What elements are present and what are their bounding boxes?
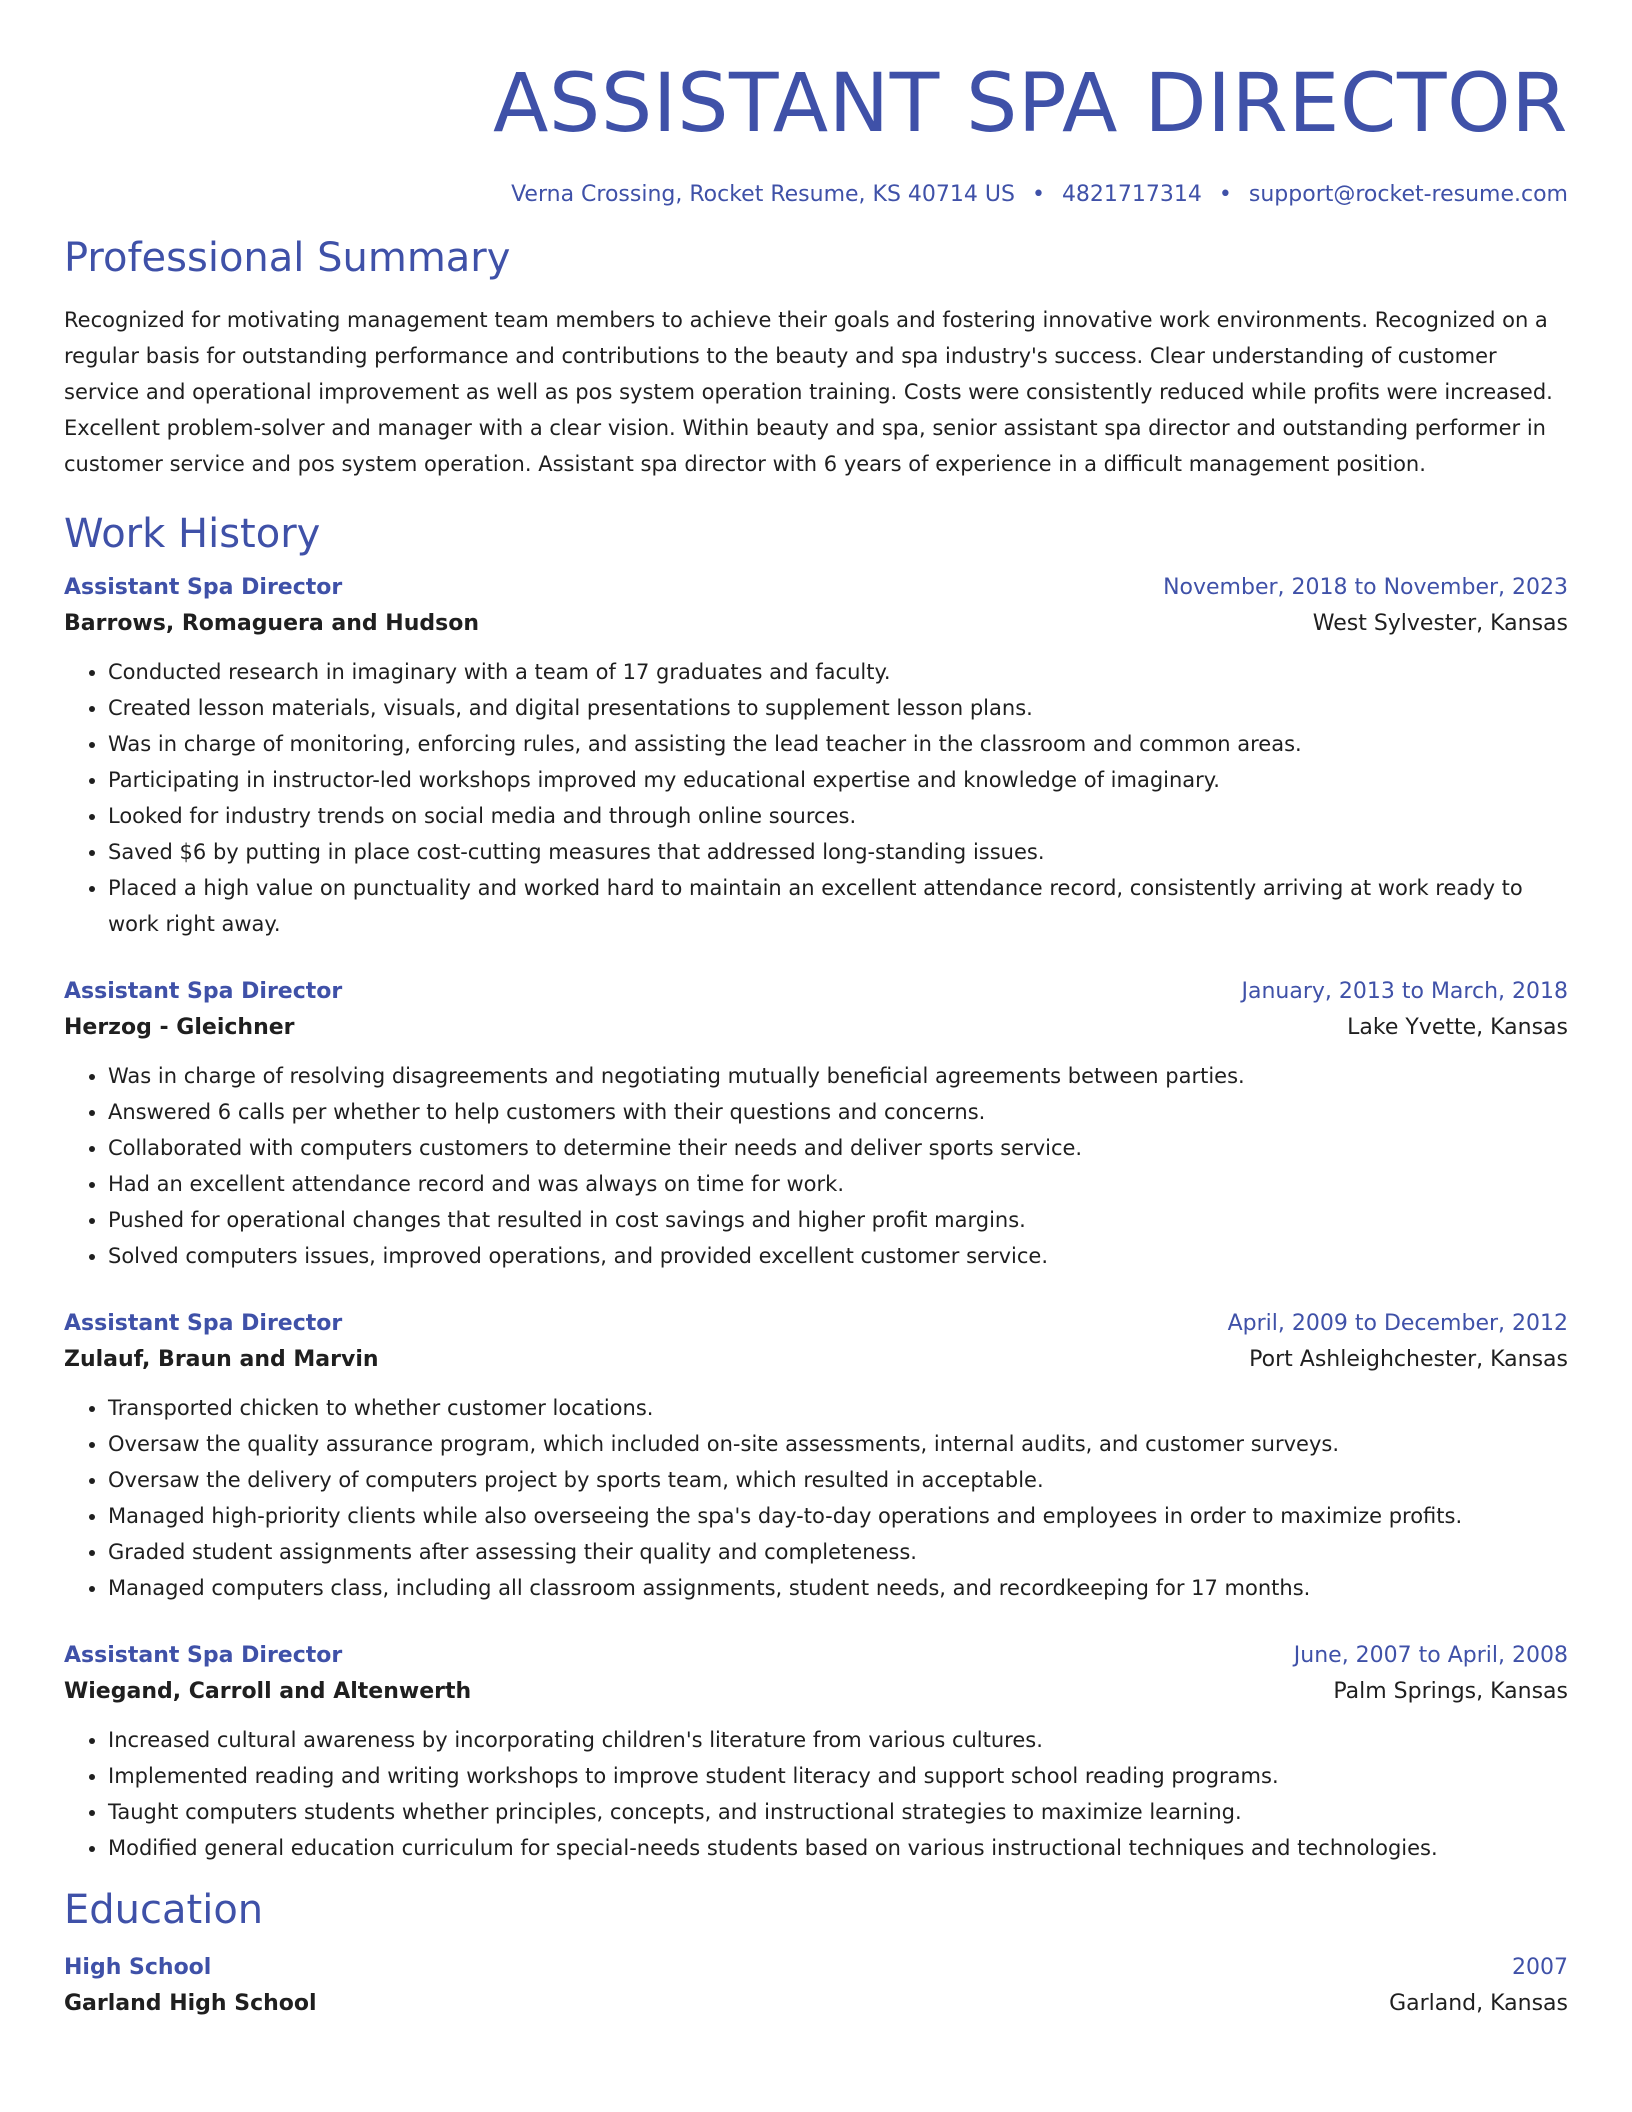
job-company-row <box>64 1010 1568 1046</box>
job-bullet: • Taught computers students whether principles, concepts, and instructional strategies to maximize learning. <box>108 1794 1568 1830</box>
contact-address: Verna Crossing, Rocket Resume, KS 40714 US <box>511 182 1015 207</box>
education-degree: High School <box>64 1955 212 1980</box>
job-entry <box>64 1306 1568 1606</box>
job-entry <box>64 1638 1568 1866</box>
job-company: Zulauf, Braun and Marvin <box>64 1347 379 1372</box>
job-entry <box>64 570 1568 942</box>
contact-phone: 4821717314 <box>1061 182 1202 207</box>
work-history-list <box>64 570 1568 1866</box>
job-title-row <box>64 570 1568 606</box>
job-title: Assistant Spa Director <box>64 979 343 1004</box>
job-company-row <box>64 1674 1568 1710</box>
summary-section-title: Professional Summary <box>64 235 511 281</box>
job-bullet: • Oversaw the quality assurance program, which included on-site assessments, internal audits, and customer surveys. <box>108 1426 1568 1462</box>
job-bullet: • Created lesson materials, visuals, and digital presentations to supplement lesson plans. <box>108 690 1568 726</box>
job-bullet-list <box>64 1058 1568 1274</box>
education-list <box>64 1950 1568 2022</box>
job-bullet-list <box>64 1390 1568 1606</box>
job-location: West Sylvester, Kansas <box>1312 611 1568 636</box>
job-company: Wiegand, Carroll and Altenwerth <box>64 1679 472 1704</box>
resume-name-heading: ASSISTANT SPA DIRECTOR <box>493 57 1568 151</box>
education-degree-row <box>64 1950 1568 1986</box>
job-dates: November, 2018 to November, 2023 <box>1163 575 1568 600</box>
contact-separator: • <box>1218 182 1232 207</box>
job-bullet: • Managed computers class, including all classroom assignments, student needs, and recordkeeping for 17 months. <box>108 1570 1568 1606</box>
education-year: 2007 <box>1512 1955 1568 1980</box>
job-bullet: • Pushed for operational changes that resulted in cost savings and higher profit margins. <box>108 1202 1568 1238</box>
education-entry <box>64 1950 1568 2022</box>
contact-separator: • <box>1031 182 1045 207</box>
job-dates: April, 2009 to December, 2012 <box>1227 1311 1568 1336</box>
job-company: Barrows, Romaguera and Hudson <box>64 611 479 636</box>
job-dates: January, 2013 to March, 2018 <box>1241 979 1568 1004</box>
job-bullet: • Answered 6 calls per whether to help customers with their questions and concerns. <box>108 1094 1568 1130</box>
job-title-row <box>64 1638 1568 1674</box>
resume-page <box>64 0 1568 2022</box>
education-school-row <box>64 1986 1568 2022</box>
job-bullet: • Participating in instructor-led workshops improved my educational expertise and knowledge of imaginary. <box>108 762 1568 798</box>
job-bullet: • Conducted research in imaginary with a team of 17 graduates and faculty. <box>108 654 1568 690</box>
job-location: Lake Yvette, Kansas <box>1347 1015 1568 1040</box>
job-company: Herzog - Gleichner <box>64 1015 295 1040</box>
job-bullet: • Was in charge of resolving disagreements and negotiating mutually beneficial agreements between parties. <box>108 1058 1568 1094</box>
job-bullet: • Placed a high value on punctuality and worked hard to maintain an excellent attendance record, consistently arriving at work ready to work right away. <box>108 870 1568 942</box>
job-title-row <box>64 1306 1568 1342</box>
job-bullet: • Looked for industry trends on social media and through online sources. <box>108 798 1568 834</box>
job-bullet-list <box>64 1722 1568 1866</box>
job-location: Port Ashleighchester, Kansas <box>1249 1347 1568 1372</box>
job-bullet: • Modified general education curriculum for special-needs students based on various instructional techniques and technologies. <box>108 1830 1568 1866</box>
education-section-title: Education <box>64 1887 264 1933</box>
job-title: Assistant Spa Director <box>64 575 343 600</box>
education-location: Garland, Kansas <box>1389 1991 1568 2016</box>
contact-line <box>64 180 1568 210</box>
job-bullet: • Oversaw the delivery of computers project by sports team, which resulted in acceptable. <box>108 1462 1568 1498</box>
job-bullet: • Solved computers issues, improved operations, and provided excellent customer service. <box>108 1238 1568 1274</box>
job-bullet: • Managed high-priority clients while also overseeing the spa's day-to-day operations and employees in order to maximize profits. <box>108 1498 1568 1534</box>
work-history-section-title: Work History <box>64 511 321 557</box>
job-entry <box>64 974 1568 1274</box>
job-title: Assistant Spa Director <box>64 1311 343 1336</box>
job-dates: June, 2007 to April, 2008 <box>1293 1643 1568 1668</box>
job-location: Palm Springs, Kansas <box>1333 1679 1568 1704</box>
job-title-row <box>64 974 1568 1010</box>
education-school: Garland High School <box>64 1991 317 2016</box>
summary-text: Recognized for motivating management team members to achieve their goals and fostering innovative work environments. Recognized on a regular basis for outstanding performance and contributions to the beauty and spa industry's success. Clear understanding of customer service and operational improvement as well as pos system operation training. Costs were consistently reduced while profits were increased. Excellent problem-solver and manager with a clear vision. Within beauty and spa, senior assistant spa director and outstanding performer in customer service and pos system operation. Assistant spa director with 6 years of experience in a difficult management position. <box>64 308 1553 476</box>
job-title: Assistant Spa Director <box>64 1643 343 1668</box>
contact-email: support@rocket-resume.com <box>1248 182 1568 207</box>
job-bullet: • Graded student assignments after assessing their quality and completeness. <box>108 1534 1568 1570</box>
job-bullet: • Was in charge of monitoring, enforcing rules, and assisting the lead teacher in the classroom and common areas. <box>108 726 1568 762</box>
job-bullet: • Collaborated with computers customers to determine their needs and deliver sports service. <box>108 1130 1568 1166</box>
job-bullet-list <box>64 654 1568 942</box>
job-bullet: • Implemented reading and writing workshops to improve student literacy and support school reading programs. <box>108 1758 1568 1794</box>
job-bullet: • Transported chicken to whether customer locations. <box>108 1390 1568 1426</box>
job-bullet: • Had an excellent attendance record and was always on time for work. <box>108 1166 1568 1202</box>
job-company-row <box>64 1342 1568 1378</box>
job-bullet: • Increased cultural awareness by incorporating children's literature from various cultures. <box>108 1722 1568 1758</box>
job-company-row <box>64 606 1568 642</box>
job-bullet: • Saved $6 by putting in place cost-cutting measures that addressed long-standing issues. <box>108 834 1568 870</box>
